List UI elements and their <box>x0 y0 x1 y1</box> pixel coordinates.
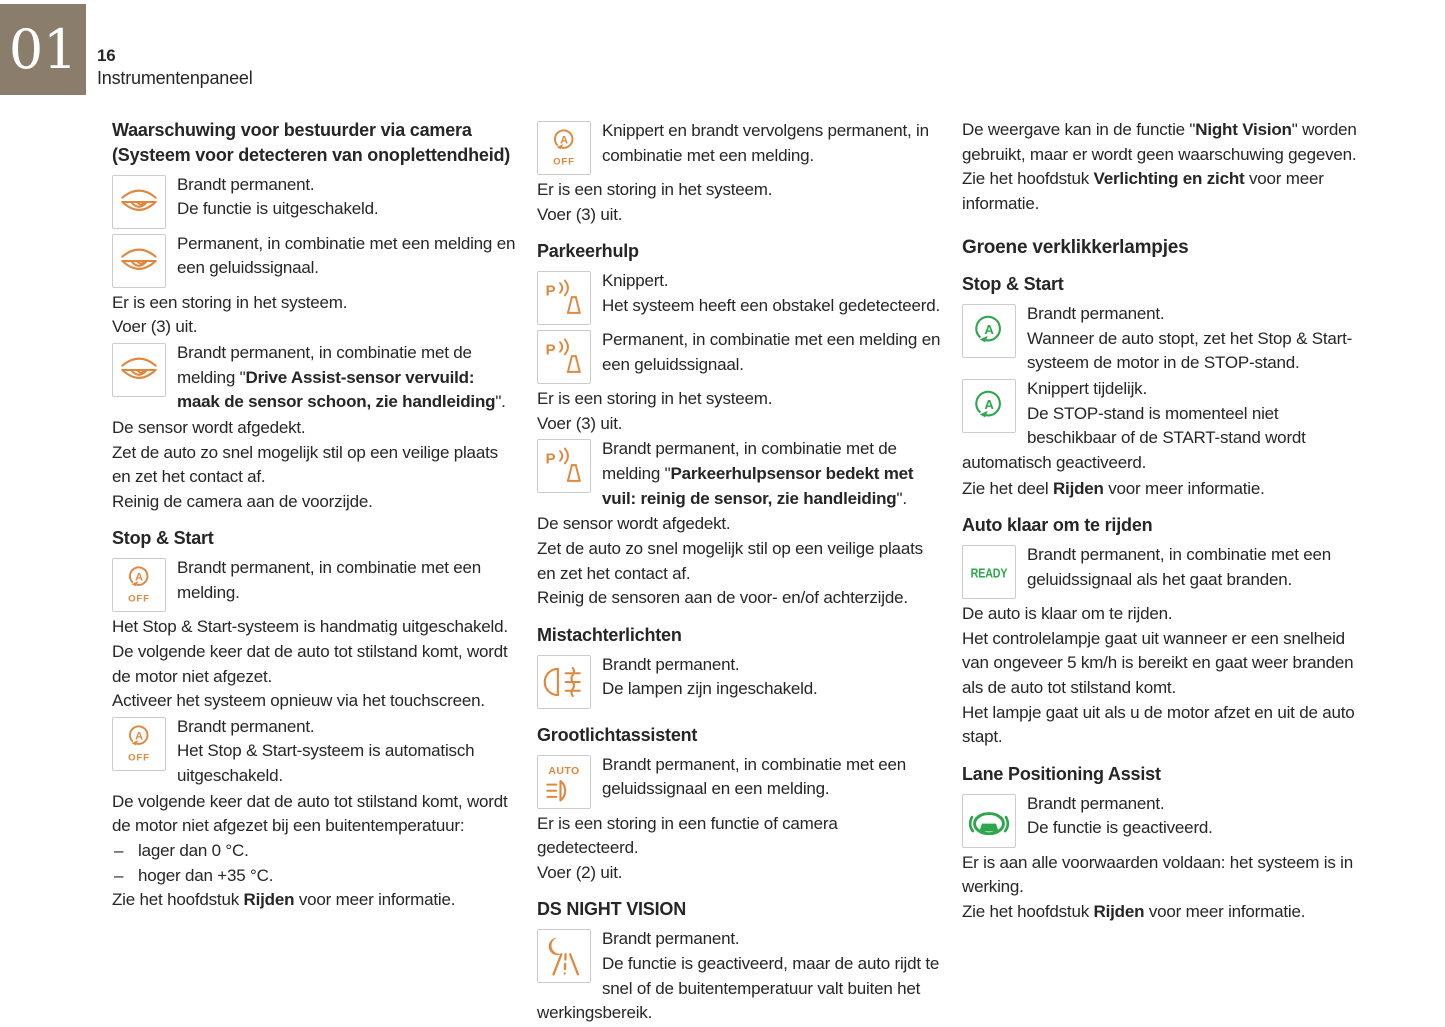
indicator-entry <box>112 715 516 789</box>
bold-text: Parkeerhulpsensor bedekt met vuil: reinig de sensor, zie handleiding <box>602 464 914 508</box>
list-item <box>112 864 516 889</box>
section-heading: Stop & Start <box>112 528 214 549</box>
indicator-entry <box>537 927 941 1026</box>
stop-start-green-icon <box>962 304 1016 358</box>
indicator-description <box>537 437 941 511</box>
indicator-description: De functie is geactiveerd, maar de auto rijdt te snel of de buitentemperatuur valt buiten het werkingsbereik. <box>537 953 940 1023</box>
paragraph: Reinig de camera aan de voorzijde. <box>112 491 373 511</box>
bold-text: Night Vision <box>1195 120 1292 139</box>
page-number: 16 <box>97 46 116 65</box>
section-heading: DS NIGHT VISION <box>537 899 687 920</box>
text-segment: Zie het hoofdstuk <box>112 890 244 910</box>
indicator-description: De STOP-stand is momenteel niet beschikbaar of de START-stand wordt automatisch geactiveerd. <box>962 403 1306 472</box>
text-segment: Brandt permanent, in combinatie met de melding " <box>177 342 472 387</box>
bold-text: Verlichting en zicht <box>1093 169 1245 189</box>
indicator-entry <box>537 119 941 177</box>
paragraph: Zet de auto zo snel mogelijk stil op een veilige plaats en zet het contact af. <box>537 538 923 583</box>
indicator-description: Brandt permanent, in combinatie met een melding. <box>177 558 482 602</box>
paragraph <box>962 477 1366 502</box>
list-dash: – <box>114 841 124 861</box>
text-segment: Zie het hoofdstuk <box>962 169 1094 189</box>
list-text: hoger dan +35 °C. <box>138 865 274 885</box>
paragraph: Voer (3) uit. <box>537 413 623 433</box>
paragraph: Er is aan alle voorwaarden voldaan: het systeem is in werking. <box>962 852 1354 897</box>
indicator-entry <box>537 653 941 711</box>
indicator-entry <box>537 328 941 386</box>
paragraph: Voer (3) uit. <box>112 317 198 337</box>
section-heading: Grootlichtassistent <box>537 724 698 745</box>
rear-fog-light-icon <box>537 655 591 709</box>
text-segment: voor meer informatie. <box>1144 901 1306 921</box>
section-heading: Mistachterlichten <box>537 624 682 645</box>
text-segment: De weergave kan in de functie " <box>962 120 1196 139</box>
indicator-description: Het systeem heeft een obstakel gedetecteerd. <box>602 295 941 315</box>
indicator-description: Brandt permanent. <box>177 174 315 194</box>
text-segment: ". <box>896 488 907 508</box>
indicator-description: Brandt permanent. <box>1027 793 1165 813</box>
text-segment: ". <box>495 392 506 412</box>
indicator-description: De functie is uitgeschakeld. <box>177 199 379 219</box>
section-heading: Parkeerhulp <box>537 241 639 262</box>
indicator-description: Permanent, in combinatie met een melding en een geluidssignaal. <box>177 233 516 278</box>
section-heading: Lane Positioning Assist <box>962 763 1161 784</box>
paragraph: Voer (3) uit. <box>537 204 623 224</box>
section-heading: Auto klaar om te rijden <box>962 515 1153 536</box>
text-segment: voor meer informatie. <box>294 890 456 910</box>
text-segment: voor meer informatie. <box>962 169 1324 213</box>
indicator-description: De functie is geactiveerd. <box>1027 818 1213 838</box>
stop-start-green-icon <box>962 379 1016 433</box>
bold-text: Rijden <box>1093 901 1145 921</box>
text-segment: voor meer informatie. <box>1103 478 1265 498</box>
bold-text: Rijden <box>243 890 295 910</box>
text-segment: Zie het deel <box>962 478 1053 498</box>
paragraph: Voer (2) uit. <box>537 862 623 882</box>
indicator-description: Brandt permanent. <box>602 929 740 949</box>
parking-assist-icon <box>537 271 591 325</box>
indicator-description: Wanneer de auto stopt, zet het Stop & Start-systeem de motor in de STOP-stand. <box>1027 328 1353 373</box>
auto-main-beam-icon <box>537 755 591 809</box>
paragraph: Activeer het systeem opnieuw via het touchscreen. <box>112 691 485 711</box>
indicator-entry <box>112 556 516 614</box>
paragraph: Reinig de sensoren aan de voor- en/of achterzijde. <box>537 588 908 608</box>
column-3 <box>962 118 1366 925</box>
section-heading: Waarschuwing voor bestuurder via camera (Systeem voor detecteren van onoplettendheid) <box>112 120 511 165</box>
indicator-description: Brandt permanent. <box>177 716 315 736</box>
chapter-title: Instrumentenpaneel <box>97 68 253 89</box>
indicator-entry <box>537 269 941 327</box>
paragraph: De volgende keer dat de auto tot stilstand komt, wordt de motor niet afgezet bij een buitentemperatuur: <box>112 791 508 836</box>
indicator-description: Brandt permanent, in combinatie met een geluidssignaal en een melding. <box>602 754 907 799</box>
stop-start-off-icon <box>537 121 591 175</box>
paragraph: De sensor wordt afgedekt. <box>112 417 306 437</box>
bold-text: Drive Assist-sensor vervuild: maak de sensor schoon, zie handleiding <box>177 367 496 412</box>
stop-start-off-icon <box>112 717 166 771</box>
chapter-number: 01 <box>8 17 78 81</box>
bold-text: Rijden <box>1052 478 1104 498</box>
paragraph <box>112 888 516 913</box>
paragraph: De auto is klaar om te rijden. <box>962 603 1173 623</box>
list-dash: – <box>114 865 124 885</box>
indicator-description: Brandt permanent, in combinatie met een geluidssignaal als het gaat branden. <box>1027 544 1332 589</box>
driver-attention-camera-icon <box>112 234 166 288</box>
paragraph: De volgende keer dat de auto tot stilstand komt, wordt de motor niet afgezet. <box>112 641 508 686</box>
parking-assist-icon <box>537 330 591 384</box>
list-text: lager dan 0 °C. <box>138 841 249 861</box>
indicator-description: Knippert tijdelijk. <box>1027 378 1147 398</box>
indicator-description: Het Stop & Start-systeem is automatisch uitgeschakeld. <box>177 741 475 786</box>
indicator-entry <box>962 543 1366 601</box>
indicator-description: Brandt permanent. <box>1027 304 1165 324</box>
list-item <box>112 839 516 864</box>
indicator-entry <box>537 437 941 511</box>
paragraph: Zet de auto zo snel mogelijk stil op een veilige plaats en zet het contact af. <box>112 442 498 487</box>
indicator-entry <box>962 377 1366 476</box>
indicator-description: Permanent, in combinatie met een melding en een geluidssignaal. <box>602 330 941 374</box>
driver-attention-camera-icon <box>112 175 166 229</box>
section-heading: Stop & Start <box>962 274 1064 295</box>
chapter-number-box <box>0 4 86 95</box>
paragraph: Er is een storing in het systeem. <box>112 292 348 312</box>
indicator-description: De lampen zijn ingeschakeld. <box>602 679 818 699</box>
section-group-heading: Groene verklikkerlampjes <box>962 236 1189 258</box>
indicator-entry <box>962 792 1366 850</box>
column-2 <box>537 118 941 1027</box>
paragraph <box>962 167 1366 216</box>
indicator-description: Knippert. <box>602 271 669 291</box>
indicator-entry <box>112 232 516 290</box>
indicator-description <box>112 341 516 415</box>
paragraph: Er is een storing in een functie of camera gedetecteerd. <box>537 813 838 858</box>
indicator-entry <box>962 302 1366 376</box>
ready-icon <box>962 545 1016 599</box>
paragraph <box>962 900 1366 925</box>
indicator-description: Brandt permanent. <box>602 654 740 674</box>
text-segment: Brandt permanent, in combinatie met de melding " <box>602 439 897 484</box>
parking-assist-icon <box>537 439 591 493</box>
lane-positioning-assist-icon <box>962 794 1016 848</box>
indicator-entry <box>112 173 516 231</box>
paragraph: Het lampje gaat uit als u de motor afzet en uit de auto stapt. <box>962 702 1355 747</box>
paragraph: Er is een storing in het systeem. <box>537 180 773 199</box>
column-1 <box>112 118 516 913</box>
indicator-description: Knippert en brandt vervolgens permanent, in combinatie met een melding. <box>602 121 929 165</box>
paragraph: De sensor wordt afgedekt. <box>537 514 731 534</box>
paragraph: Het Stop & Start-systeem is handmatig uitgeschakeld. <box>112 617 508 637</box>
indicator-entry <box>112 341 516 415</box>
page-header <box>97 45 253 91</box>
paragraph: Er is een storing in het systeem. <box>537 389 773 409</box>
paragraph: Het controlelampje gaat uit wanneer er een snelheid van ongeveer 5 km/h is bereikt en gaat weer branden als de auto tot stilstand komt. <box>962 628 1354 697</box>
text-segment: Zie het hoofdstuk <box>962 901 1094 921</box>
night-vision-icon <box>537 929 591 983</box>
paragraph <box>962 118 1366 167</box>
stop-start-off-icon <box>112 558 166 612</box>
driver-attention-camera-icon <box>112 343 166 397</box>
text-segment: " worden gebruikt, maar er wordt geen waarschuwing gegeven. <box>962 120 1357 164</box>
indicator-entry <box>537 753 941 811</box>
